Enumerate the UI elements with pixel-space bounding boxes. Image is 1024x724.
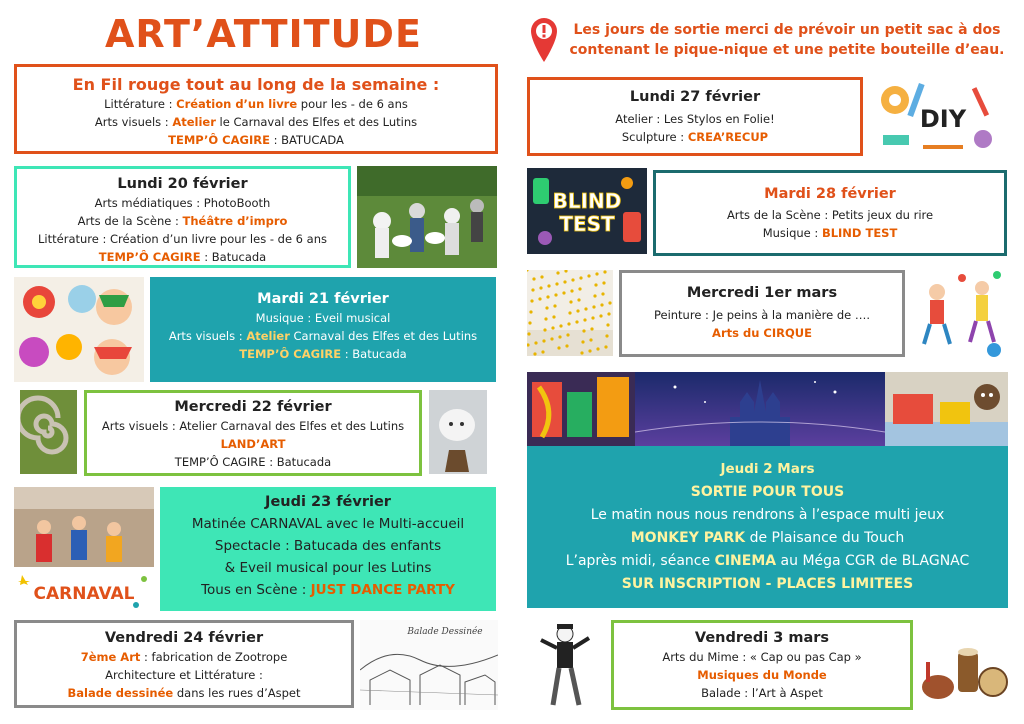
lundi-20-title: Lundi 20 février: [117, 176, 248, 192]
lundi-20-line-4: TEMP’Ô CAGIRE : Batucada: [98, 250, 267, 264]
mercredi-22-title: Mercredi 22 février: [174, 399, 332, 415]
mercredi-1-line-1: Peinture : Je peins à la manière de ….: [653, 308, 871, 322]
carnaval-photo: [14, 487, 154, 611]
jeudi-2-line-5: SUR INSCRIPTION - PLACES LIMITEES: [621, 576, 914, 592]
decor-dot: [528, 321, 531, 324]
decor-dot: [538, 297, 541, 300]
fil-rouge-line-3: TEMP’Ô CAGIRE : BATUCADA: [168, 133, 344, 147]
decor-dot: [607, 312, 610, 315]
lundi-27-box: [527, 77, 863, 156]
vendredi-24-line-2: Architecture et Littérature :: [105, 668, 263, 682]
mardi-21-line-2: Arts visuels : Atelier Carnaval des Elfes et des Lutins: [168, 329, 478, 343]
decor-dot: [541, 350, 544, 353]
mardi-21-line-3: TEMP’Ô CAGIRE : Batucada: [239, 347, 407, 361]
decor-dot: [529, 310, 532, 313]
decor-dot: [569, 300, 572, 303]
decor-dot: [563, 280, 566, 283]
lundi-27-line-2: Sculpture : CREA’RECUP: [621, 130, 769, 144]
jeudi-2-line-3: MONKEY PARK de Plaisance du Touch: [630, 530, 905, 546]
decor-dot: [595, 272, 598, 275]
jeudi-23-line-4: Tous en Scène : JUST DANCE PARTY: [201, 582, 455, 598]
decor-dot: [583, 318, 586, 321]
vendredi-3-line-1: Arts du Mime : « Cap ou pas Cap »: [662, 650, 862, 664]
decor-dot: [545, 306, 548, 309]
test-word: TEST: [559, 212, 615, 236]
mercredi-22-line-1: Arts visuels : Atelier Carnaval des Elfes et des Lutins: [101, 419, 405, 433]
decor-dot: [601, 292, 604, 295]
blind-word: BLIND: [552, 189, 622, 213]
decor-dot: [594, 283, 597, 286]
decor-dot: [559, 324, 562, 327]
notice-line-1: Les jours de sortie merci de prévoir un petit sac à dos: [573, 22, 1001, 38]
jeudi-2-line-2: Le matin nous nous rendrons à l’espace multi jeux: [590, 507, 945, 523]
fil-rouge-line-2: Arts visuels : Atelier le Carnaval des Elfes et des Lutins: [94, 115, 418, 129]
decor-dot: [599, 314, 602, 317]
jeudi-23-box: [160, 487, 496, 611]
world-instruments-photo: [918, 632, 1013, 710]
decor-dot: [551, 326, 554, 329]
mime-photo: [535, 620, 595, 712]
vendredi-3-box: [611, 620, 913, 710]
jeudi-23-line-2: Spectacle : Batucada des enfants: [214, 538, 442, 554]
carnaval-word: CARNAVAL: [33, 584, 135, 604]
decor-dot: [562, 291, 565, 294]
vendredi-24-box: [14, 620, 354, 708]
decor-dot: [606, 323, 609, 326]
decor-dot: [581, 340, 584, 343]
decor-dot: [582, 329, 585, 332]
fil-rouge-line-1: Littérature : Création d’un livre pour les - de 6 ans: [104, 97, 408, 111]
decor-dot: [555, 282, 558, 285]
decor-dot: [534, 341, 537, 344]
mardi-28-line-2: Musique : BLIND TEST: [762, 226, 898, 240]
circus-illustration: [912, 270, 1010, 358]
play-area-photo: [885, 372, 1008, 446]
decor-dot: [550, 337, 553, 340]
decor-dot: [565, 344, 568, 347]
mercredi-1-box: [619, 270, 905, 357]
mardi-28-title: Mardi 28 février: [764, 186, 896, 202]
decor-dot: [588, 349, 591, 352]
decor-dot: [556, 271, 559, 274]
decor-dot: [579, 276, 582, 279]
decor-dot: [592, 305, 595, 308]
decor-dot: [587, 274, 590, 277]
decor-dot: [527, 332, 530, 335]
lundi-20-line-1: Arts médiatiques : PhotoBooth: [94, 196, 271, 210]
decor-dot: [558, 335, 561, 338]
jeudi-23-line-3: & Eveil musical pour les Lutins: [224, 560, 432, 576]
decor-dot: [543, 328, 546, 331]
lundi-20-line-3: Littérature : Création d’un livre pour les - de 6 ans: [38, 232, 327, 246]
decor-dot: [531, 288, 534, 291]
vendredi-24-title: Vendredi 24 février: [104, 630, 264, 646]
mercredi-22-box: [84, 390, 422, 476]
decor-dot: [554, 293, 557, 296]
mardi-28-box: [653, 170, 1007, 256]
lundi-20-box: [14, 166, 351, 268]
decor-dot: [605, 334, 608, 337]
decor-dot: [591, 316, 594, 319]
decor-dot: [596, 347, 599, 350]
jeudi-2-line-4: L’après midi, séance CINEMA au Méga CGR de BLAGNAC: [565, 553, 970, 569]
decor-dot: [602, 281, 605, 284]
balade-sketch-image: [360, 620, 498, 710]
vendredi-24-line-3: Balade dessinée dans les rues d’Aspet: [67, 686, 301, 700]
jeudi-2-box: [527, 446, 1008, 608]
vendredi-24-line-1: 7ème Art : fabrication de Zootrope: [80, 650, 288, 664]
decor-dot: [604, 345, 607, 348]
mercredi-22-line-3: TEMP’Ô CAGIRE : Batucada: [174, 455, 332, 469]
decor-dot: [567, 322, 570, 325]
decor-dot: [553, 304, 556, 307]
cotton-figure-photo: [429, 390, 487, 474]
decor-dot: [589, 338, 592, 341]
mardi-21-line-1: Musique : Eveil musical: [255, 311, 391, 325]
decor-dot: [552, 315, 555, 318]
decor-dot: [557, 346, 560, 349]
decor-dot: [577, 298, 580, 301]
blind-test-image: [527, 168, 647, 254]
vendredi-3-line-2: Musiques du Monde: [697, 668, 827, 682]
decor-dot: [593, 294, 596, 297]
jeudi-23-title: Jeudi 23 février: [265, 494, 391, 510]
notice-line-2: contenant le pique-nique et une petite bouteille d’eau.: [569, 42, 1005, 58]
diy-word: DIY: [919, 105, 967, 133]
mercredi-1-title: Mercredi 1er mars: [686, 285, 838, 301]
decor-dot: [575, 320, 578, 323]
decor-dot: [542, 339, 545, 342]
vendredi-3-line-3: Balade : l’Art à Aspet: [701, 686, 823, 700]
batucada-photo: [357, 166, 497, 268]
lundi-27-line-1: Atelier : Les Stylos en Folie!: [615, 112, 775, 126]
decor-dot: [532, 277, 535, 280]
decor-dot: [603, 270, 606, 273]
mercredi-1-line-2: Arts du CIRQUE: [712, 326, 812, 340]
diy-illustration: [873, 75, 1008, 157]
decor-dot: [571, 278, 574, 281]
balade-sketch-caption: Balade Dessinée: [407, 627, 483, 637]
page-title: ART’ATTITUDE: [105, 12, 422, 56]
decor-dot: [580, 351, 583, 354]
vendredi-3-title: Vendredi 3 mars: [694, 630, 830, 646]
decor-dot: [608, 301, 611, 304]
decor-dot: [578, 287, 581, 290]
landart-spiral-photo: [20, 390, 77, 474]
mardi-28-line-1: Arts de la Scène : Petits jeux du rire: [726, 208, 934, 222]
decor-dot: [590, 327, 593, 330]
decor-dot: [539, 286, 542, 289]
decor-dot: [544, 317, 547, 320]
lundi-20-line-2: Arts de la Scène : Théâtre d’impro: [77, 214, 288, 228]
fil-rouge-box: [14, 64, 498, 154]
jeudi-2-line-1: SORTIE POUR TOUS: [690, 484, 845, 500]
lundi-27-title: Lundi 27 février: [629, 89, 761, 105]
decor-dot: [576, 309, 579, 312]
notice-text: [562, 20, 1012, 60]
dotted-room-photo: [527, 270, 613, 356]
mercredi-22-line-2: LAND’ART: [220, 437, 286, 451]
map-pin-icon: [529, 16, 559, 62]
decor-dot: [546, 295, 549, 298]
decor-dot: [533, 352, 536, 355]
jeudi-2-title: Jeudi 2 Mars: [720, 461, 815, 477]
decor-dot: [540, 275, 543, 278]
jeudi-23-line-1: Matinée CARNAVAL avec le Multi-accueil: [191, 516, 465, 532]
decor-dot: [547, 284, 550, 287]
decor-dot: [530, 299, 533, 302]
mardi-21-title: Mardi 21 février: [257, 291, 389, 307]
disney-castle-image: [635, 372, 885, 446]
masks-photo: [14, 277, 144, 382]
decor-dot: [568, 311, 571, 314]
decor-dot: [566, 333, 569, 336]
decor-dot: [600, 303, 603, 306]
decor-dot: [570, 289, 573, 292]
mardi-21-box: [150, 277, 496, 382]
monkey-park-photo: [527, 372, 635, 446]
fil-rouge-title: En Fil rouge tout au long de la semaine :: [72, 75, 440, 94]
decor-dot: [584, 307, 587, 310]
